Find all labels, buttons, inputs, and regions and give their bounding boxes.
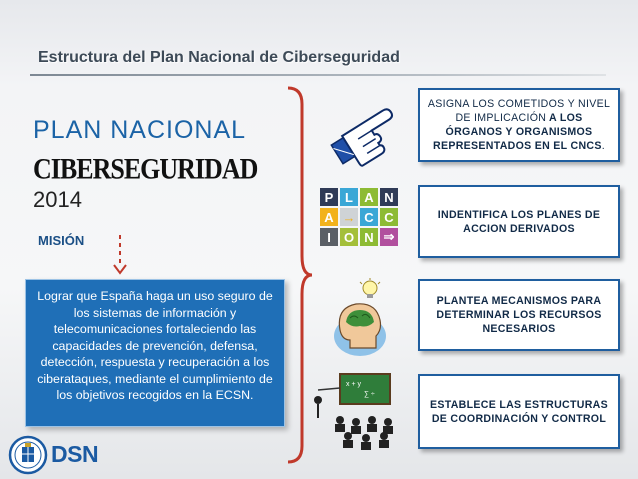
action-box-asigna-text <box>426 97 612 153</box>
classroom-icon <box>310 372 406 452</box>
title-divider <box>30 74 606 76</box>
action-box-plantea: PLANTEA MECANISMOS PARA DETERMINAR LOS RECURSOS NECESARIOS <box>418 279 620 351</box>
action-box-identifica: INDENTIFICA LOS PLANES DE ACCION DERIVADOS <box>418 185 620 258</box>
action-box-asigna <box>418 88 620 162</box>
action-box-asigna-part1: ASIGNA LOS COMETIDOS Y NIVEL DE IMPLICACIÓN <box>427 98 611 124</box>
plan-accion-icon <box>320 188 398 246</box>
planac-letter: N <box>360 228 378 246</box>
planac-letter: N <box>380 188 398 206</box>
mision-text-box: Lograr que España haga un uso seguro de los sistemas de información y telecomunicaciones fortaleciendo las capacidades de prevención, defensa, detección, respuesta y recuperación a los ciberataques, mediante el cumplimiento de los objetivos recogidos en la ECSN. <box>25 279 285 427</box>
planac-letter: A <box>360 188 378 206</box>
planac-letter: → <box>340 208 358 226</box>
slide-title: Estructura del Plan Nacional de Ciberseguridad <box>38 49 400 66</box>
pointing-hand-icon <box>323 90 395 168</box>
planac-letter: P <box>320 188 338 206</box>
down-arrow-icon <box>113 235 127 275</box>
dsn-seal-icon <box>8 435 48 475</box>
planac-letter: ⇒ <box>380 228 398 246</box>
plan-title-line1: PLAN NACIONAL <box>33 116 247 144</box>
planac-letter: I <box>320 228 338 246</box>
action-box-establece: ESTABLECE LAS ESTRUCTURAS DE COORDINACIÓN Y CONTROL <box>418 374 620 449</box>
plan-title-line2: CIBERSEGURIDAD <box>33 152 258 186</box>
mision-label: MISIÓN <box>38 233 85 248</box>
svg-text:x + y: x + y <box>346 381 361 388</box>
thinking-head-icon <box>326 278 392 356</box>
planac-letter: L <box>340 188 358 206</box>
action-box-asigna-part2: A LOS ÓRGANOS Y ORGANISMOS REPRESENTADOS EN EL CNCS <box>433 112 602 152</box>
planac-letter: O <box>340 228 358 246</box>
planac-letter: A <box>320 208 338 226</box>
action-box-asigna-part3: . <box>601 140 605 152</box>
planac-letter: C <box>380 208 398 226</box>
dsn-logo-text: DSN <box>51 441 99 467</box>
planac-letter: C <box>360 208 378 226</box>
plan-year: 2014 <box>33 187 82 212</box>
svg-text:∑ ÷: ∑ ÷ <box>364 391 375 398</box>
